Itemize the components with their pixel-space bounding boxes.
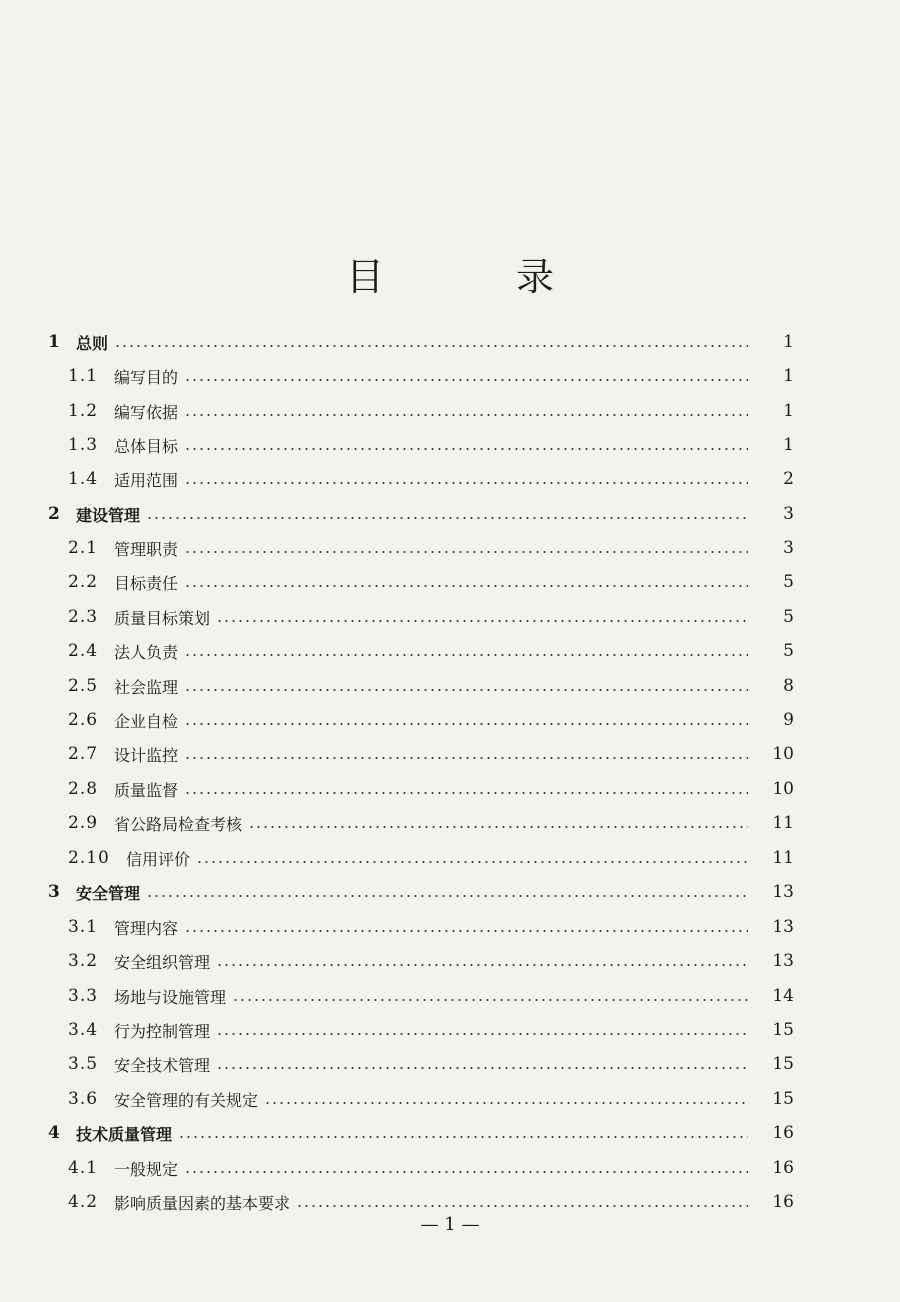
toc-entry-number: 2.4 [68,641,99,661]
toc-entry-page: 3 [783,504,794,524]
toc-chapter-entry[interactable] [0,878,900,906]
toc-entry-label: 技术质量管理 [76,1124,173,1144]
toc-entry-page: 10 [772,779,794,799]
toc-dot-leader [184,689,748,691]
toc-entry-label: 社会监理 [114,677,179,697]
toc-section-entry[interactable] [0,947,900,975]
toc-entry-label: 质量目标策划 [114,608,211,628]
toc-entry-label: 设计监控 [114,745,179,765]
toc-section-entry[interactable] [0,809,900,837]
toc-section-entry[interactable] [0,568,900,596]
toc-entry-page: 16 [772,1158,794,1178]
toc-dot-leader [184,585,748,587]
toc-entry-label: 安全管理的有关规定 [114,1090,259,1110]
toc-section-entry[interactable] [0,1016,900,1044]
toc-entry-number: 2.10 [68,848,110,868]
toc-entry-number: 2 [48,504,60,524]
toc-entry-label: 影响质量因素的基本要求 [114,1193,291,1213]
toc-section-entry[interactable] [0,706,900,734]
toc-entry-label: 安全技术管理 [114,1055,211,1075]
toc-entry-label: 总则 [76,333,109,353]
toc-section-entry[interactable] [0,1154,900,1182]
toc-entry-label: 安全管理 [76,883,141,903]
toc-entry-page: 11 [772,848,794,868]
toc-dot-leader [184,930,748,932]
toc-entry-number: 4 [48,1123,60,1143]
toc-dot-leader [114,345,748,347]
toc-entry-number: 2.8 [68,779,99,799]
toc-entry-page: 1 [783,366,794,386]
toc-entry-number: 3.6 [68,1089,99,1109]
toc-entry-label: 质量监督 [114,780,179,800]
toc-section-entry[interactable] [0,431,900,459]
toc-entry-page: 16 [772,1192,794,1212]
toc-entry-page: 15 [772,1054,794,1074]
page-number-footer: — 1 — [420,1214,480,1235]
toc-entry-page: 5 [783,572,794,592]
toc-entry-number: 3.5 [68,1054,99,1074]
toc-entry-number: 2.5 [68,676,99,696]
toc-section-entry[interactable] [0,982,900,1010]
toc-entry-label: 总体目标 [114,436,179,456]
toc-entry-number: 1.1 [68,366,99,386]
toc-entry-label: 企业自检 [114,711,179,731]
toc-section-entry[interactable] [0,1050,900,1078]
toc-entry-number: 2.9 [68,813,99,833]
toc-entry-page: 10 [772,744,794,764]
toc-dot-leader [184,723,748,725]
toc-dot-leader [184,482,748,484]
toc-section-entry[interactable] [0,397,900,425]
toc-section-entry[interactable] [0,672,900,700]
toc-section-entry[interactable] [0,534,900,562]
toc-dot-leader [184,414,748,416]
toc-entry-page: 11 [772,813,794,833]
toc-dot-leader [184,379,748,381]
toc-dot-leader [146,895,748,897]
toc-entry-number: 1.4 [68,469,99,489]
toc-dot-leader [216,620,748,622]
toc-entry-label: 管理职责 [114,539,179,559]
toc-dot-leader [184,792,748,794]
toc-section-entry[interactable] [0,465,900,493]
toc-entry-label: 安全组织管理 [114,952,211,972]
toc-entry-label: 编写目的 [114,367,179,387]
toc-dot-leader [184,654,748,656]
toc-entry-page: 3 [783,538,794,558]
toc-entry-page: 1 [783,435,794,455]
toc-dot-leader [184,551,748,553]
toc-entry-number: 2.1 [68,538,99,558]
toc-entry-number: 3 [48,882,60,902]
page-title: 目 录 [345,255,615,299]
toc-entry-label: 建设管理 [76,505,141,525]
toc-entry-number: 3.4 [68,1020,99,1040]
toc-dot-leader [196,861,748,863]
toc-dot-leader [216,1033,748,1035]
toc-entry-page: 15 [772,1089,794,1109]
toc-dot-leader [184,448,748,450]
toc-entry-number: 3.1 [68,917,99,937]
toc-entry-label: 适用范围 [114,470,179,490]
toc-entry-page: 13 [772,917,794,937]
toc-dot-leader [216,964,748,966]
toc-entry-number: 4.2 [68,1192,99,1212]
toc-chapter-entry[interactable] [0,500,900,528]
toc-dot-leader [178,1136,748,1138]
toc-entry-label: 场地与设施管理 [114,987,227,1007]
toc-entry-label: 一般规定 [114,1159,179,1179]
toc-section-entry[interactable] [0,603,900,631]
toc-entry-page: 8 [783,676,794,696]
toc-section-entry[interactable] [0,637,900,665]
toc-section-entry[interactable] [0,1085,900,1113]
toc-entry-page: 13 [772,951,794,971]
toc-entry-page: 15 [772,1020,794,1040]
toc-entry-number: 4.1 [68,1158,99,1178]
toc-entry-number: 3.2 [68,951,99,971]
toc-entry-number: 2.3 [68,607,99,627]
toc-entry-page: 13 [772,882,794,902]
toc-entry-label: 目标责任 [114,573,179,593]
toc-dot-leader [232,999,748,1001]
toc-entry-page: 2 [783,469,794,489]
toc-entry-page: 9 [783,710,794,730]
toc-entry-label: 法人负责 [114,642,179,662]
toc-entry-number: 1.3 [68,435,99,455]
toc-entry-page: 14 [772,986,794,1006]
toc-dot-leader [264,1102,748,1104]
toc-entry-number: 2.2 [68,572,99,592]
toc-section-entry[interactable] [0,775,900,803]
toc-entry-page: 1 [783,332,794,352]
toc-dot-leader [146,517,748,519]
toc-entry-label: 编写依据 [114,402,179,422]
toc-dot-leader [184,1171,748,1173]
toc-dot-leader [296,1205,748,1207]
toc-section-entry[interactable] [0,844,900,872]
toc-entry-label: 信用评价 [126,849,191,869]
toc-entry-number: 1.2 [68,401,99,421]
toc-chapter-entry[interactable] [0,328,900,356]
toc-entry-page: 5 [783,641,794,661]
toc-dot-leader [216,1067,748,1069]
toc-section-entry[interactable] [0,362,900,390]
toc-entry-number: 2.7 [68,744,99,764]
toc-entry-page: 5 [783,607,794,627]
toc-dot-leader [248,826,748,828]
toc-entry-label: 行为控制管理 [114,1021,211,1041]
toc-entry-page: 1 [783,401,794,421]
toc-entry-label: 管理内容 [114,918,179,938]
toc-entry-number: 2.6 [68,710,99,730]
toc-section-entry[interactable] [0,1188,900,1216]
toc-dot-leader [184,757,748,759]
toc-section-entry[interactable] [0,740,900,768]
toc-entry-page: 16 [772,1123,794,1143]
toc-entry-number: 1 [48,332,60,352]
toc-entry-number: 3.3 [68,986,99,1006]
toc-section-entry[interactable] [0,913,900,941]
toc-entry-label: 省公路局检查考核 [114,814,243,834]
toc-chapter-entry[interactable] [0,1119,900,1147]
